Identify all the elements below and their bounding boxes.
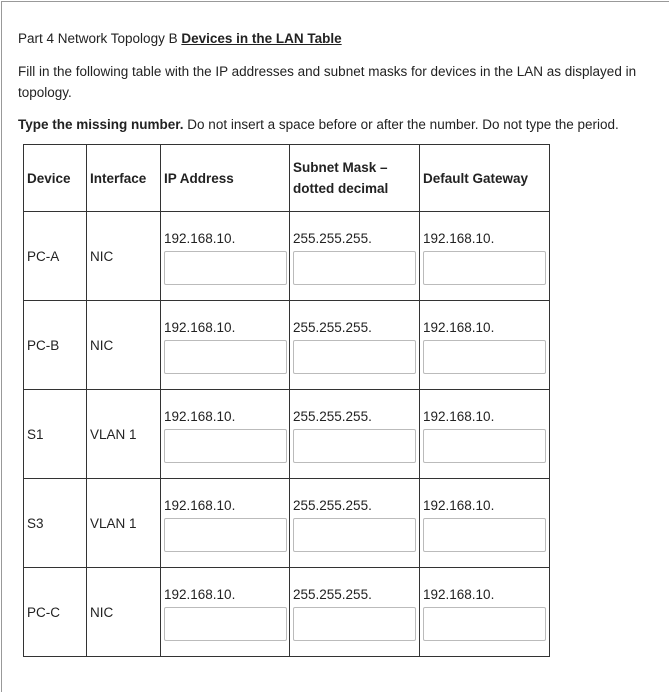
ip-prefix: 192.168.10. (164, 498, 236, 513)
table-row (24, 568, 550, 657)
header-gateway: Default Gateway (420, 145, 550, 212)
gateway-input[interactable] (423, 518, 546, 552)
gateway-cell (420, 212, 550, 301)
interface-cell: NIC (87, 212, 161, 301)
interface-cell: NIC (87, 301, 161, 390)
table-row (24, 479, 550, 568)
mask-cell (290, 212, 420, 301)
mask-input[interactable] (293, 340, 416, 374)
mask-input[interactable] (293, 518, 416, 552)
mask-prefix: 255.255.255. (293, 320, 372, 335)
ip-input[interactable] (164, 518, 287, 552)
device-cell: PC-C (24, 568, 87, 657)
gateway-input[interactable] (423, 607, 546, 641)
header-mask: Subnet Mask – dotted decimal (290, 145, 420, 212)
mask-prefix: 255.255.255. (293, 498, 372, 513)
gateway-prefix: 192.168.10. (423, 498, 495, 513)
interface-cell: VLAN 1 (87, 390, 161, 479)
mask-input[interactable] (293, 429, 416, 463)
mask-input[interactable] (293, 251, 416, 285)
header-interface: Interface (87, 145, 161, 212)
device-cell: S1 (24, 390, 87, 479)
question-title: Part 4 Network Topology B Devices in the LAN Table (18, 31, 342, 46)
device-cell: S3 (24, 479, 87, 568)
gateway-prefix: 192.168.10. (423, 409, 495, 424)
mask-prefix: 255.255.255. (293, 587, 372, 602)
ip-cell (161, 390, 290, 479)
ip-cell (161, 301, 290, 390)
device-cell: PC-A (24, 212, 87, 301)
title-link: Devices in the LAN Table (181, 31, 342, 46)
table-header (24, 145, 550, 212)
gateway-prefix: 192.168.10. (423, 231, 495, 246)
gateway-cell (420, 390, 550, 479)
gateway-prefix: 192.168.10. (423, 320, 495, 335)
ip-input[interactable] (164, 251, 287, 285)
ip-prefix: 192.168.10. (164, 409, 236, 424)
mask-cell (290, 390, 420, 479)
gateway-input[interactable] (423, 251, 546, 285)
device-cell: PC-B (24, 301, 87, 390)
mask-cell (290, 301, 420, 390)
mask-cell (290, 479, 420, 568)
header-device: Device (24, 145, 87, 212)
ip-input[interactable] (164, 607, 287, 641)
ip-cell (161, 568, 290, 657)
interface-cell: VLAN 1 (87, 479, 161, 568)
gateway-cell (420, 568, 550, 657)
interface-cell: NIC (87, 568, 161, 657)
gateway-cell (420, 479, 550, 568)
ip-cell (161, 212, 290, 301)
table-row (24, 301, 550, 390)
ip-cell (161, 479, 290, 568)
ip-input[interactable] (164, 429, 287, 463)
mask-cell (290, 568, 420, 657)
ip-input[interactable] (164, 340, 287, 374)
lan-table (23, 144, 550, 657)
header-ip: IP Address (161, 145, 290, 212)
mask-input[interactable] (293, 607, 416, 641)
mask-prefix: 255.255.255. (293, 231, 372, 246)
gateway-prefix: 192.168.10. (423, 587, 495, 602)
gateway-input[interactable] (423, 429, 546, 463)
intro-text: Fill in the following table with the IP addresses and subnet masks for devices in the LAN as displayed in topology. (18, 64, 637, 100)
gateway-cell (420, 301, 550, 390)
instructions: Type the missing number. Do not insert a space before or after the number. Do not type the period. (18, 117, 619, 132)
table-row (24, 212, 550, 301)
ip-prefix: 192.168.10. (164, 587, 236, 602)
mask-prefix: 255.255.255. (293, 409, 372, 424)
ip-prefix: 192.168.10. (164, 231, 236, 246)
gateway-input[interactable] (423, 340, 546, 374)
table-row (24, 390, 550, 479)
ip-prefix: 192.168.10. (164, 320, 236, 335)
